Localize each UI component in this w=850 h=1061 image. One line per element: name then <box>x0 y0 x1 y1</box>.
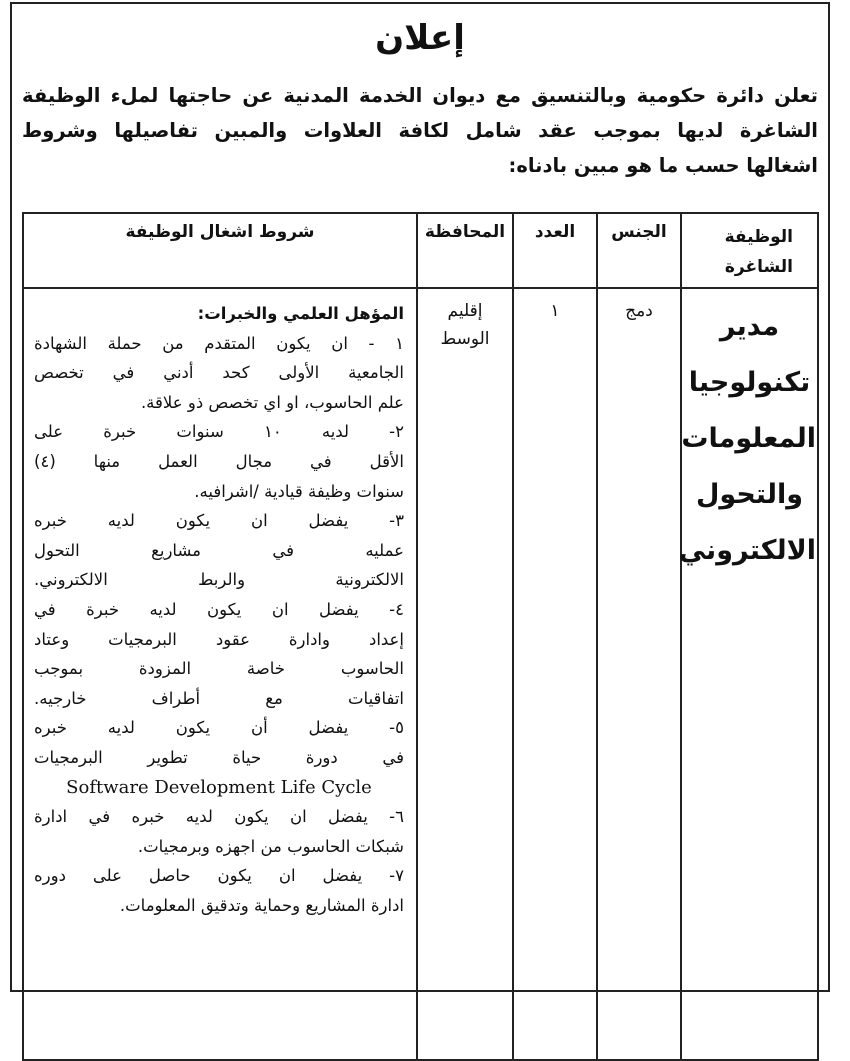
condition-line: ادارة المشاريع وحماية وتدقيق المعلومات. <box>119 895 404 915</box>
condition-line: الحاسوب خاصة المزودة بموجب <box>34 659 404 679</box>
intro-line: تعلن دائرة حكومية وبالتنسيق مع ديوان الخدمة المدنية عن حاجتها لملء الوظيفة <box>22 84 818 107</box>
header-job: الوظيفة الشاغرة <box>681 213 818 288</box>
intro-line: اشغالها حسب ما هو مبين بادناه: <box>508 154 818 177</box>
gender-cell: دمج <box>597 288 681 1060</box>
condition-line: ٥- يفضل أن يكون لديه خبره <box>34 718 404 738</box>
condition-line: ٢- لديه ١٠ سنوات خبرة على <box>34 422 404 442</box>
condition-line: الالكترونية والربط الالكتروني. <box>34 570 404 590</box>
announcement-page <box>10 2 830 992</box>
condition-line: عمليه في مشاريع التحول <box>34 540 404 560</box>
conditions-heading: المؤهل العلمي والخبرات: <box>197 304 404 323</box>
governorate-cell: إقليم الوسط <box>417 288 513 1060</box>
table-header-row <box>23 213 818 288</box>
condition-line: الجامعية الأولى كحد أدني في تخصص <box>34 363 404 383</box>
condition-line: ٧- يفضل ان يكون حاصل على دوره <box>34 866 404 886</box>
condition-line-english: Software Development Life Cycle <box>66 776 372 798</box>
table-row <box>23 288 818 1060</box>
job-title-cell: مدير تكنولوجيا المعلومات والتحول الالكتروني <box>681 288 818 1060</box>
condition-line: سنوات وظيفة قيادية /اشرافيه. <box>194 481 404 501</box>
condition-line: ٤- يفضل ان يكون لديه خبرة في <box>34 599 404 619</box>
condition-line: علم الحاسوب، او اي تخصص ذو علاقة. <box>140 392 404 412</box>
header-count: العدد <box>513 213 597 288</box>
condition-line: الأقل في مجال العمل منها (٤) <box>34 451 404 471</box>
announcement-title: إعلان <box>375 18 465 58</box>
conditions-cell <box>23 288 417 1060</box>
count-cell: ١ <box>513 288 597 1060</box>
header-gender: الجنس <box>597 213 681 288</box>
intro-line: الشاغرة لديها بموجب عقد شامل لكافة العلاوات والمبين تفاصيلها وشروط <box>22 119 818 142</box>
header-conditions: شروط اشغال الوظيفة <box>23 213 417 288</box>
condition-line: إعداد وادارة عقود البرمجيات وعتاد <box>34 629 404 649</box>
header-governorate: المحافظة <box>417 213 513 288</box>
condition-line: ١ - ان يكون المتقدم من حملة الشهادة <box>34 333 404 353</box>
condition-line: شبكات الحاسوب من اجهزه وبرمجيات. <box>137 836 404 856</box>
vacancy-table <box>22 212 819 1061</box>
condition-line: ٦- يفضل ان يكون لديه خبره في ادارة <box>34 807 404 827</box>
condition-line: في دورة حياة تطوير البرمجيات <box>34 747 404 767</box>
announcement-intro <box>22 78 818 183</box>
condition-line: اتفاقيات مع أطراف خارجيه. <box>34 688 404 708</box>
condition-line: ٣- يفضل ان يكون لديه خبره <box>34 511 404 531</box>
